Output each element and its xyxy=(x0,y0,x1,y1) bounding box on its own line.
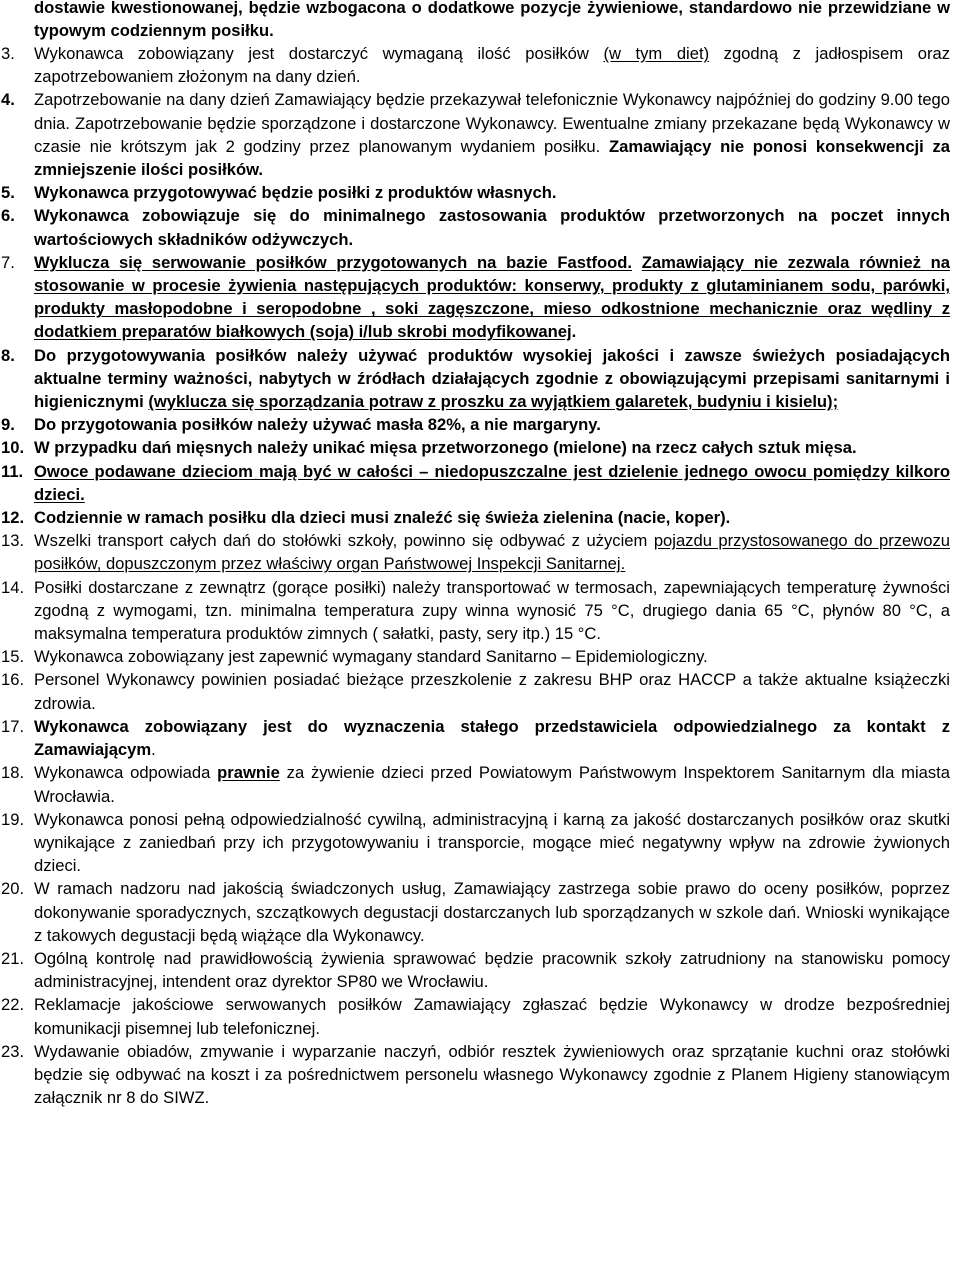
item-number: 22. xyxy=(1,995,25,1015)
text-segment: Wszelki transport całych dań do stołówki szkoły, powinno się odbywać z użyciem xyxy=(34,531,654,551)
item-text xyxy=(34,436,950,459)
list-item xyxy=(0,181,950,204)
item-number: 10. xyxy=(1,438,25,458)
item-number: 23. xyxy=(1,1041,25,1061)
item-number: 9. xyxy=(1,415,15,435)
item-text xyxy=(34,204,950,250)
text-segment: Reklamacje jakościowe serwowanych posiłków Zamawiający zgłaszać będzie Wykonawcy w drodze bezpośredniej komunikacji pisemnej lub telefonicznej. xyxy=(34,995,950,1038)
list-item xyxy=(0,529,950,575)
text-segment: (w tym diet) xyxy=(603,44,710,63)
list-item xyxy=(0,877,950,947)
text-segment: . xyxy=(571,322,577,342)
list-item xyxy=(0,668,950,714)
text-segment: W ramach nadzoru nad jakością świadczonych usług, Zamawiający zastrzega sobie prawo do oceny posiłków, poprzez dokonywanie sporadycznych, szczątkowych degustacji dostarczanych lub sporządzanych w szkole dań. Wnioski wynikające z takowych degustacji będą wiążące dla Wykonawcy. xyxy=(34,879,950,945)
item-number: 5. xyxy=(1,183,15,203)
item-number: 7. xyxy=(1,252,15,272)
list-item xyxy=(0,1040,950,1110)
item-text xyxy=(34,88,950,181)
text-segment: Zamawiający nie ponosi konsekwencji za zmniejszenie ilości posiłków. xyxy=(34,136,951,180)
item-number: 17. xyxy=(1,716,25,736)
item-text xyxy=(34,42,950,88)
list-item xyxy=(0,808,950,878)
text-segment: Wykonawca odpowiada xyxy=(34,763,218,783)
text-segment: (wyklucza się sporządzania potraw z proszku za wyjątkiem galaretek, budyniu i kisielu); xyxy=(148,392,839,412)
text-segment: Wykonawca zobowiązuje się do minimalnego zastosowania produktów przetworzonych na poczet innych wartościowych składników odżywczych. xyxy=(34,206,950,249)
item-text xyxy=(34,668,950,714)
item-text xyxy=(34,576,950,646)
item-text xyxy=(34,761,950,807)
item-text xyxy=(34,344,950,414)
text-segment: . xyxy=(151,740,156,760)
item-text xyxy=(34,993,950,1039)
item-number: 19. xyxy=(1,809,25,829)
numbered-list xyxy=(0,42,950,1109)
text-segment: zgodną z jadłospisem oraz zapotrzebowaniem złożonym na dany dzień. xyxy=(34,44,951,87)
list-item xyxy=(0,645,950,668)
item-number: 21. xyxy=(1,948,25,968)
item-number: 11. xyxy=(1,461,24,481)
item-number: 12. xyxy=(1,508,25,528)
item-text xyxy=(34,947,950,993)
item-text xyxy=(34,1040,950,1110)
list-item xyxy=(0,506,950,529)
item-text xyxy=(34,506,950,529)
item-number: 13. xyxy=(1,531,25,551)
list-item xyxy=(0,204,950,250)
item-text xyxy=(34,251,950,344)
text-segment: za żywienie dzieci przed Powiatowym Państwowym Inspektorem Sanitarnym dla miasta Wrocławia. xyxy=(34,763,950,806)
item-number: 20. xyxy=(1,879,25,899)
text-segment: Zapotrzebowanie na dany dzień Zamawiający będzie przekazywał telefonicznie Wykonawcy najpóźniej do godziny 9.00 tego dnia. Zapotrzebowanie będzie sporządzone i dostarczone Wykonawcy. Ewentualne zmiany przekazane będą Wykonawcy w czasie nie krótszym jak 2 godziny przez planowanym wydaniem posiłku. xyxy=(34,90,950,156)
text-segment: Owoce podawane dzieciom mają być w całości – niedopuszczalne jest dzielenie jednego owocu pomiędzy kilkoro dzieci. xyxy=(34,461,950,504)
list-item xyxy=(0,761,950,807)
list-item xyxy=(0,413,950,436)
text-segment: Posiłki dostarczane z zewnątrz (gorące posiłki) należy transportować w termosach, zapewniających temperaturę żywności zgodną z wymogami, tzn. minimalna temperatura zupy winna wynosić 75 °C, drugiego dania 65 °C, płynów 80 °C, a maksymalna temperatura produktów zimnych ( sałatki, pasty, sery itp.) 15 °C. xyxy=(34,577,950,644)
item-text xyxy=(34,181,950,204)
list-item xyxy=(0,344,950,414)
list-item xyxy=(0,88,950,181)
text-segment: Ogólną kontrolę nad prawidłowością żywienia sprawować będzie pracownik szkoły zatrudniony na stanowisku pomocy administracyjnej, intendent oraz dyrektor SP80 we Wrocławiu. xyxy=(34,948,950,992)
text-segment: Zamawiający nie zezwala również na stosowanie w procesie żywienia następujących produktów: konserwy, produkty z glutaminianem sodu, parówki, produkty masłopodobne i seropodobne , soki zagęszczone, mieso odkostnione mechanicznie oraz wędliny z dodatkiem preparatów białkowych (soja) i/lub skrobi modyfikowanej xyxy=(34,252,950,342)
list-item xyxy=(0,947,950,993)
text-segment: Personel Wykonawcy powinien posiadać bieżące przeszkolenie z zakresu BHP oraz HACCP a także aktualne książeczki zdrowia. xyxy=(34,670,950,713)
list-item xyxy=(0,42,950,88)
item-number: 18. xyxy=(1,763,25,783)
item-text xyxy=(34,529,950,575)
text-segment: pojazdu przystosowanego do przewozu posiłków, dopuszczonym przez właściwy organ Państwowej Inspekcji Sanitarnej. xyxy=(34,531,951,574)
text-segment: Do przygotowywania posiłków należy używać produktów wysokiej jakości i zawsze świeżych posiadających aktualne terminy ważności, nabytych w źródłach działających zgodnie z obowiązującymi przepisami sanitarnymi i higienicznymi xyxy=(34,345,950,412)
list-item xyxy=(0,993,950,1039)
item-text xyxy=(34,645,950,668)
list-item xyxy=(0,715,950,761)
item-text xyxy=(34,460,950,506)
item-text xyxy=(34,413,950,436)
text-segment: Wykonawca zobowiązany jest do wyznaczenia stałego przedstawiciela odpowiedzialnego za kontakt z Zamawiającym xyxy=(34,716,950,760)
text-segment: Wyklucza się serwowanie posiłków przygotowanych na bazie Fastfood. xyxy=(34,252,633,272)
item-number: 16. xyxy=(1,670,25,690)
text-segment xyxy=(632,253,642,272)
item-text xyxy=(34,808,950,878)
item-text xyxy=(34,715,950,761)
text-segment: Wykonawca przygotowywać będzie posiłki z produktów własnych. xyxy=(34,183,557,203)
item-number: 6. xyxy=(1,206,15,226)
item-number: 8. xyxy=(1,345,15,365)
text-segment: Wykonawca zobowiązany jest zapewnić wymagany standard Sanitarno – Epidemiologiczny. xyxy=(34,647,708,667)
item-text xyxy=(34,877,950,947)
list-item xyxy=(0,436,950,459)
text-segment: Codziennie w ramach posiłku dla dzieci musi znaleźć się świeża zielenina (nacie, koper). xyxy=(34,508,731,528)
item-number: 3. xyxy=(1,44,15,63)
item-number: 14. xyxy=(1,577,25,597)
list-item xyxy=(0,460,950,506)
item-number: 4. xyxy=(1,90,15,110)
text-segment: W przypadku dań mięsnych należy unikać mięsa przetworzonego (mielone) na rzecz całych sztuk mięsa. xyxy=(34,438,857,458)
text-segment: Do przygotowania posiłków należy używać masła 82%, a nie margaryny. xyxy=(34,415,601,435)
list-item xyxy=(0,576,950,646)
text-segment: Wykonawca zobowiązany jest dostarczyć wymaganą ilość posiłków xyxy=(34,44,604,63)
item-number: 15. xyxy=(1,647,25,667)
continued-paragraph: dostawie kwestionowanej, będzie wzbogacona o dodatkowe pozycje żywieniowe, standardowo nie przewidziane w typowym codziennym posiłku. xyxy=(34,0,950,41)
text-segment: Wydawanie obiadów, zmywanie i wyparzanie naczyń, odbiór resztek żywieniowych oraz sprzątanie kuchni oraz stołówki będzie się odbywać na koszt i za pośrednictwem personelu własnego Wykonawcy zgodnie z Planem Higieny stanowiącym załącznik nr 8 do SIWZ. xyxy=(34,1041,950,1108)
list-item xyxy=(0,251,950,344)
text-segment: Wykonawca ponosi pełną odpowiedzialność cywilną, administracyjną i karną za jakość dostarczanych posiłków oraz skutki wynikające z zaniedbań przy ich przygotowywaniu i transporcie, mogące mieć negatywny wpływ na zdrowie żywionych dzieci. xyxy=(34,809,950,876)
text-segment: prawnie xyxy=(217,763,280,783)
